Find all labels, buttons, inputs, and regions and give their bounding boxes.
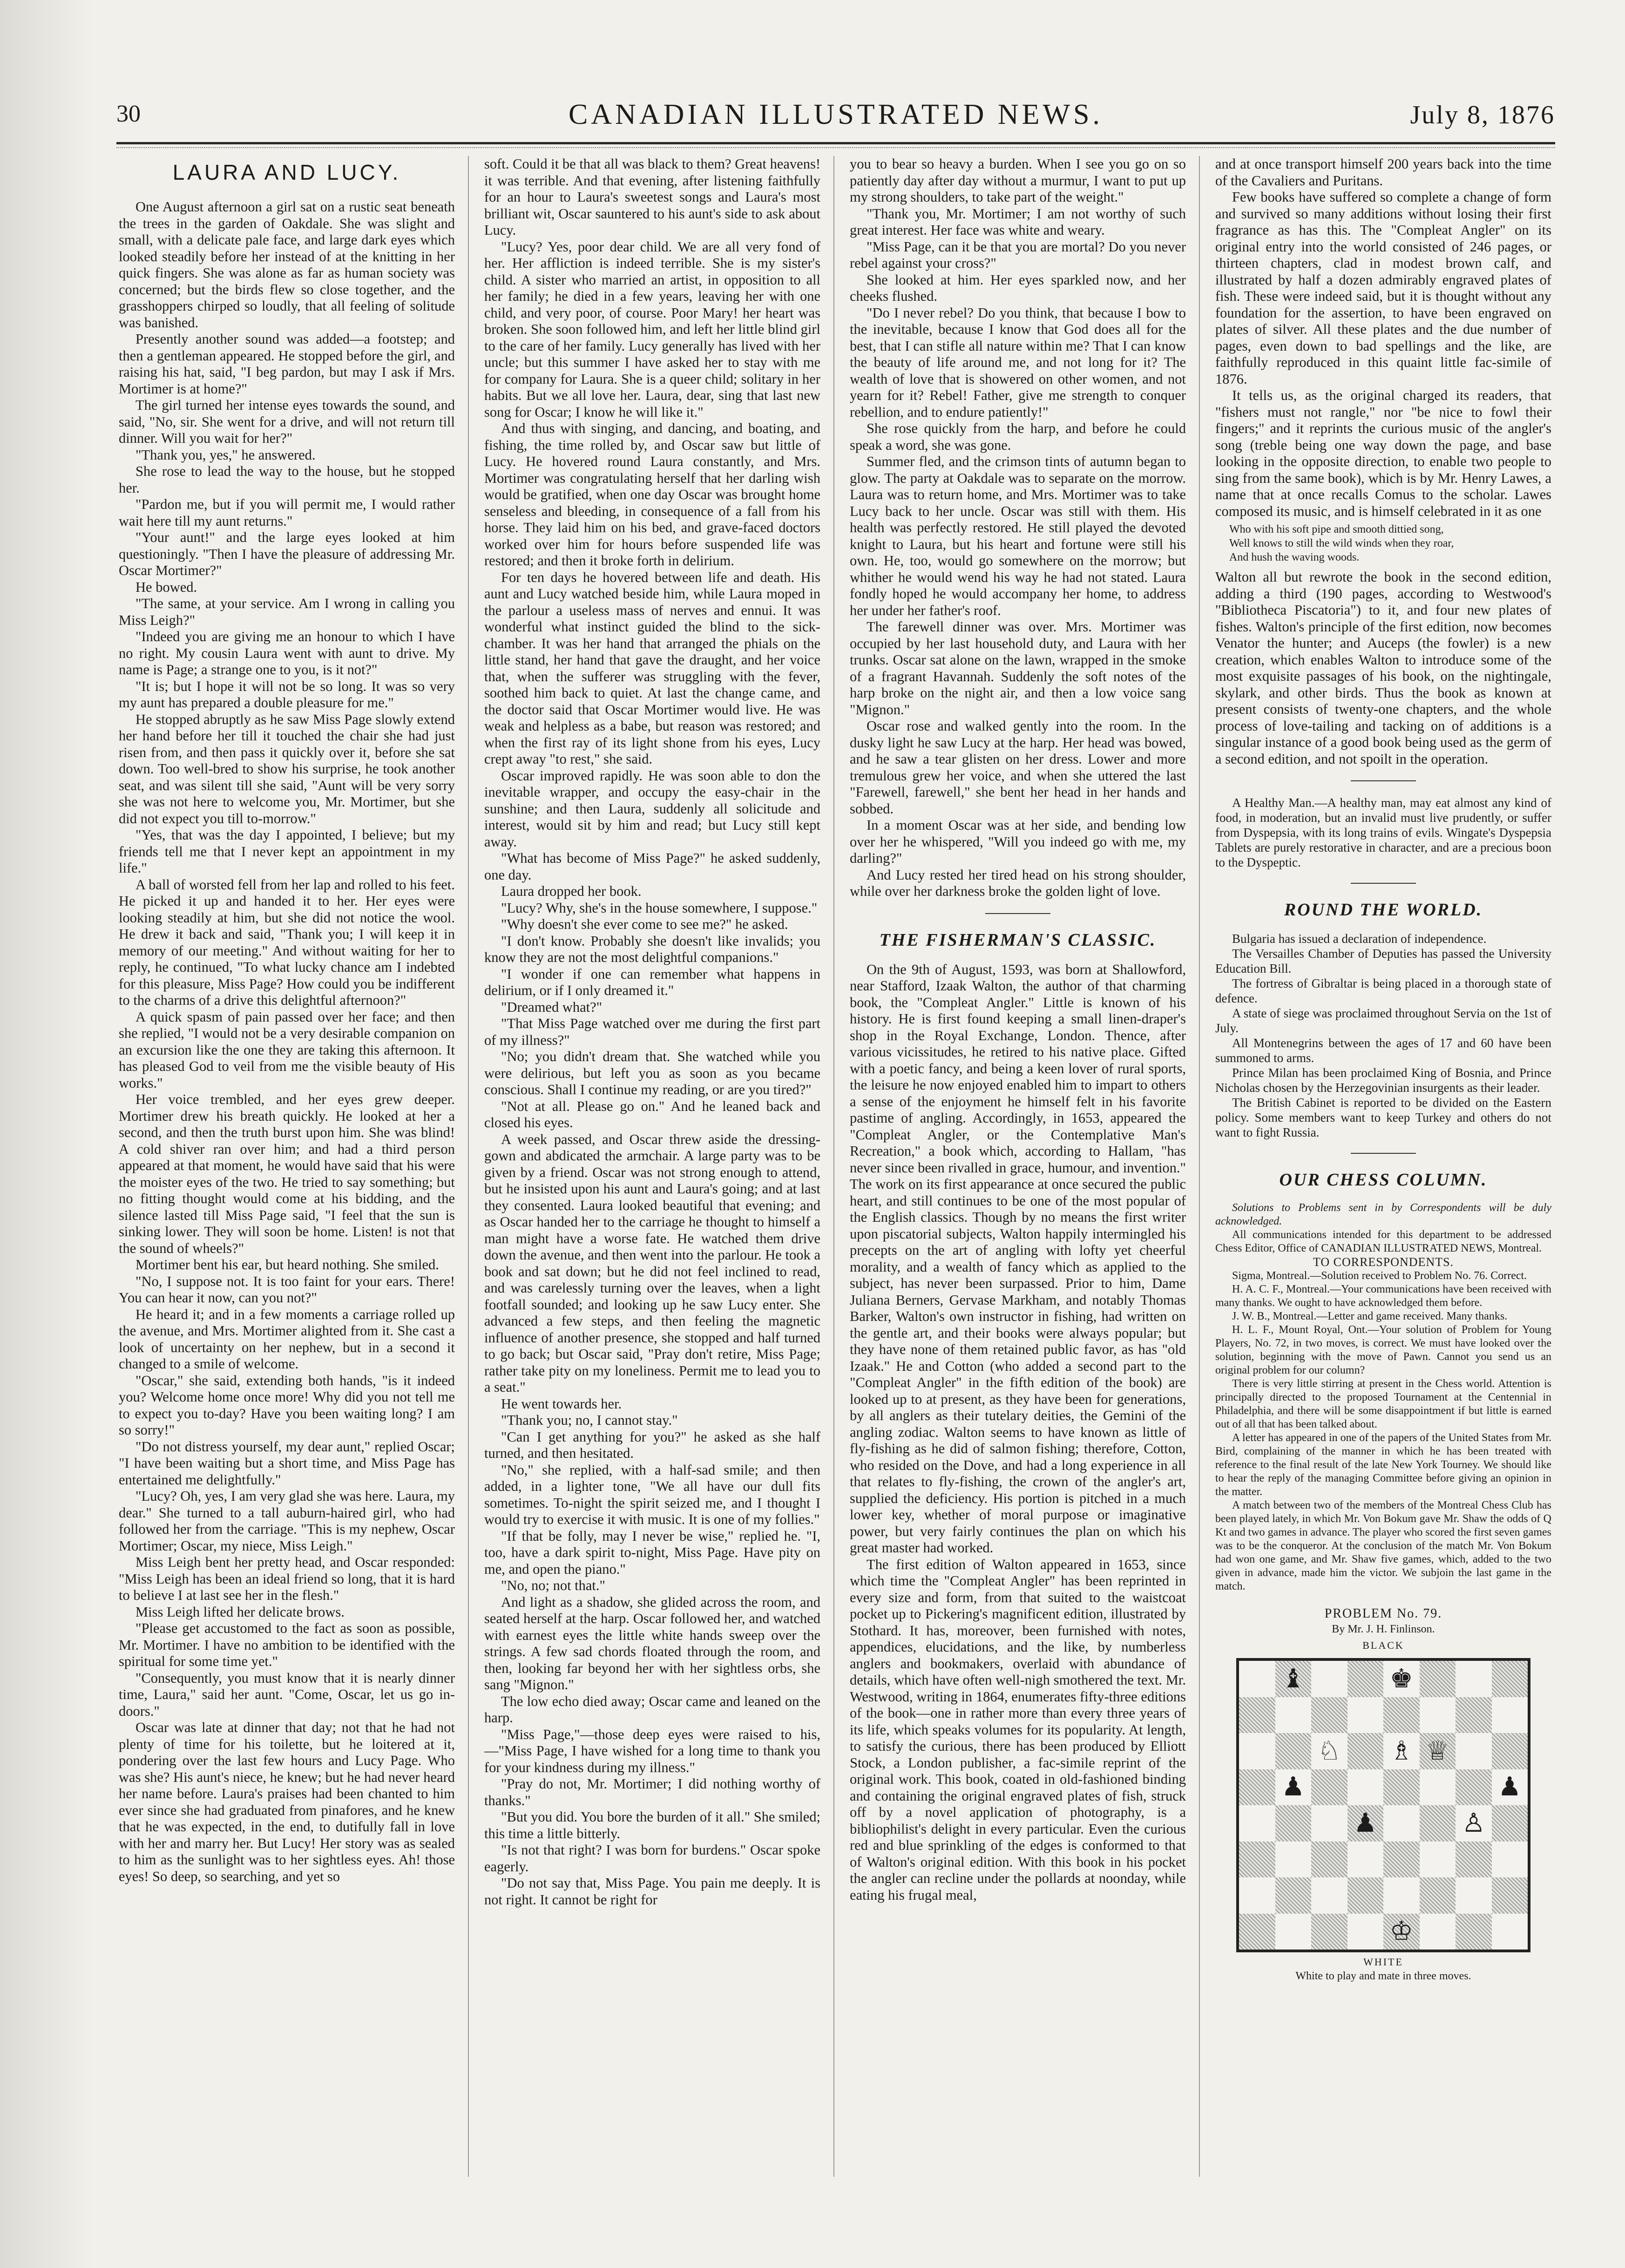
chess-square [1492, 1841, 1528, 1878]
paragraph: "Not at all. Please go on." And he leaned back and closed his eyes. [484, 1098, 820, 1131]
paragraph: And light as a shadow, she glided across the room, and seated herself at the harp. Oscar followed her, and watched with earnest eyes the little white hands sweep over the strings. A few sad chords floated through the room, and then, looking far beyond her with her sightless orbs, she sang "Mignon." [484, 1594, 820, 1693]
paragraph: "It is; but I hope it will not be so long. It was so very my aunt has prepared a double pleasure for me." [119, 678, 455, 711]
chess-square [1492, 1733, 1528, 1769]
chess-square [1239, 1733, 1275, 1769]
story-title: LAURA AND LUCY. [172, 160, 401, 184]
verse-quote [1229, 522, 1551, 564]
chess-square [1347, 1841, 1384, 1878]
chess-square [1347, 1661, 1384, 1697]
paragraph: And thus with singing, and dancing, and boating, and fishing, the time rolled by, and Oscar saw but little of Lucy. He hovered round Laura constantly, and Mrs. Mortimer was congratulating herself that her darling wish would be gratified, when one day Oscar was brought home senseless and bleeding, in consequence of a fall from his horse. They laid him on his bed, and grave-faced doctors worked over him for hours before suspended life was restored; and then it broke forth in delirium. [484, 420, 820, 569]
white-label: WHITE [1363, 1956, 1403, 1968]
paragraph: "Lucy? Why, she's in the house somewhere, I suppose." [501, 900, 818, 916]
paragraph: "If that be folly, may I never be wise," replied he. "I, too, have a dark spirit to-night, Miss Page. Have pity on me, and open the piano." [484, 1528, 820, 1577]
paragraph: Summer fled, and the crimson tints of autumn began to glow. The party at Oakdale was to separate on the morrow. Laura was to return home, and Mrs. Mortimer was to take Lucy back to her uncle. Oscar was still with them. His health was perfectly restored. He still played the devoted knight to Laura, but his heart and fortune were still his own. He, too, would go somewhere on the morrow; but whither he would wend his way he had not stated. Laura fondly hoped he would accompany her home, to address her under her father's roof. [850, 454, 1186, 618]
fisherman-text-col3 [850, 961, 1186, 1904]
paragraph: Her voice trembled, and her eyes grew deeper. Mortimer drew his breath quickly. He looked at her a second, and then the truth burst upon him. She was blind! A cold shiver ran over him; and had a third person appeared at that moment, he would have said that his were the moister eyes of the two. He tried to say something; but no fitting thought would come at his bidding, and the silence lasted till Miss Page said, "I feel that the sun is sinking lower. They will soon be home. Listen! is not that the sound of wheels?" [119, 1091, 455, 1256]
chess-square [1456, 1769, 1492, 1806]
fisherman-title: THE FISHERMAN'S CLASSIC. [879, 930, 1157, 950]
paragraph: Walton all but rewrote the book in the second edition, adding a third (190 pages, according to Westwood's "Bibliotheca Piscatoria") to it, and four new plates of fishes. Walton's principle of the first edition, now becomes Venator the hunter; and Auceps (the fowler) is a new creation, which enables Walton to introduce some of the most exquisite passages of his book, on the nightingale, skylark, and other birds. Thus the book as known at present consists of twenty-one chapters, and the whole process of love-tailing and tacking on of additions is a singular instance of a good book being used as the germ of a second edition, and not spoilt in the operation. [1215, 569, 1551, 767]
chess-square [1420, 1661, 1456, 1697]
chess-square [1383, 1805, 1420, 1841]
verse-line: Who with his soft pipe and smooth dittied song, [1229, 523, 1444, 535]
paragraph: "Oscar," she said, extending both hands, "is it indeed you? Welcome home once more! Why did you not tell me to expect you to-day? Have you been waiting long? I am so sorry!" [119, 1372, 455, 1438]
world-items [1215, 931, 1551, 1140]
paragraph: A state of siege was proclaimed throughout Servia on the 1st of July. [1215, 1006, 1551, 1035]
chess-square [1347, 1733, 1384, 1769]
paragraph: "Do not say that, Miss Page. You pain me deeply. It is not right. It cannot be right for [484, 1875, 820, 1908]
chess-square [1239, 1914, 1275, 1950]
chess-problem [1215, 1606, 1551, 1983]
paragraph: Bulgaria has issued a declaration of independence. [1232, 932, 1487, 946]
chess-square [1492, 1914, 1528, 1950]
paragraph: Oscar was late at dinner that day; not that he had not plenty of time for his toilette, but he loitered at it, pondering over the last few hours and Lucy Page. Who was she? His aunt's niece, he knew; but he had never heard her name before. Laura's praises had been chanted to him ever since she had graduated from pinafores, and he knew that he was expected, in the end, to dutifully fall in love with her and marry her. But Lucy! Her story was as sealed to him as the sunlight was to her sightless eyes. Ah! those eyes! So deep, so searching, and yet so [119, 1720, 455, 1884]
paragraph: Oscar improved rapidly. He was soon able to don the inevitable wrapper, and occupy the easy-chair in the sunshine; and then Laura, suddenly all solicitude and interest, would sit by him and read; but Lucy still kept away. [484, 767, 820, 850]
chess-square [1347, 1877, 1384, 1914]
chess-piece-square: ♚ [1383, 1661, 1420, 1697]
paragraph: The fortress of Gibraltar is being placed in a thorough state of defence. [1215, 976, 1551, 1005]
column-divider [468, 156, 469, 2177]
chess-square [1239, 1769, 1275, 1806]
paragraph: "Do I never rebel? Do you think, that because I bow to the inevitable, because I know that God does all for the best, that I can stifle all nature within me? That I can know the beauty of life around me, and not long for it? The wealth of love that is showered on other women, and not yearn for it? Rebel! Father, give me strength to conquer rebellion, and to endure patiently!" [850, 305, 1186, 420]
paragraph: In a moment Oscar was at her side, and bending low over her he whispered, "Will you indeed go with me, my darling?" [850, 817, 1186, 866]
chess-piece-square: ♕ [1420, 1733, 1456, 1769]
paragraph: J. W. B., Montreal.—Letter and game received. Many thanks. [1232, 1310, 1508, 1322]
paragraph: And Lucy rested her tired head on his strong shoulder, while over her darkness broke the golden light of love. [850, 867, 1186, 899]
page-number: 30 [116, 101, 141, 127]
masthead-rule [116, 142, 1555, 144]
chess-square [1420, 1697, 1456, 1733]
paragraph: "Your aunt!" and the large eyes looked at him questioningly. "Then I have the pleasure of addressing Mr. Oscar Mortimer?" [119, 529, 455, 578]
paragraph: "What has become of Miss Page?" he asked suddenly, one day. [484, 850, 820, 883]
column-divider [1199, 156, 1200, 2177]
paragraph: "Please get accustomed to the fact as soon as possible, Mr. Mortimer. I have no ambition to be identified with the spiritual for some time yet." [119, 1620, 455, 1669]
healthy-man-notice: A Healthy Man.—A healthy man, may eat almost any kind of food, in moderation, but an invalid must live prudently, or suffer from Dyspepsia, with its long trains of evils. Wingate's Dyspepsia Tablets are purely restorative in character, and are a precious boon to the Dyspeptic. [1215, 796, 1551, 869]
paragraph: "Indeed you are giving me an honour to which I have no right. My cousin Laura went with aunt to drive. My name is Page; a strange one to you, is it not?" [119, 629, 455, 677]
paragraph: "Miss Page, can it be that you are mortal? Do you never rebel against your cross?" [850, 238, 1186, 271]
paragraph: On the 9th of August, 1593, was born at Shallowford, near Stafford, Izaak Walton, the author of that charming book, the "Compleat Angler." Little is known of his history. He is first found keeping a small linen-draper's shop in the Royal Exchange, London. Thence, after various vicissitudes, he retired to his native place. Gifted with a poetic fancy, and being a keen lover of rural sports, the leisure he now enjoyed enabled him to impart to others a sense of the enjoyment he himself felt in his favorite pastime of angling. Accordingly, in 1653, appeared the "Compleat Angler, or the Contemplative Man's Recreation," a book which, according to Hallam, "has never since been rivalled in grace, humour, and invention." The work on its first appearance at once secured the public heart, and still continues to be one of the most popular of the English classics. Though by no means the first writer upon piscatorial subjects, Walton happily intermingled his precepts on the art of angling with lofty yet cheerful morality, and a wealth of fancy which as applied to the subject, has never been surpassed. Prior to him, Dame Juliana Berners, Gervase Markham, and notably Thomas Barker, Walton's own instructor in fishing, had written on the gentle art, and their books were always popular; but they have none of them retained public favor, as has "old Izaak." He and Cotton (who added a second part to the "Compleat Angler" in the fifth edition of the book) are looked up to at present, as they have been for generations, by all anglers as their tutelary deities, the Gemini of the angling zodiac. Walton seems to have known as little of fly-fishing as he did of salmon fishing; therefore, Cotton, who resided on the Dove, and had a long experience in all that relates to fly-fishing, the crown of the angler's art, supplied the deficiency. His portion is pitched in a much lower key, whether of moral purpose or imaginative power, but very fairly continues the plan on which his great master had worked. [850, 961, 1186, 1556]
paragraph: "Lucy? Oh, yes, I am very glad she was here. Laura, my dear." She turned to a tall auburn-haired girl, who had followed her from the carriage. "This is my nephew, Oscar Mortimer; Oscar, my niece, Miss Leigh." [119, 1488, 455, 1554]
chess-square [1383, 1769, 1420, 1806]
story-text-col1 [119, 199, 455, 1885]
paragraph: "Pardon me, but if you will permit me, I would rather wait here till my aunt returns." [119, 496, 455, 529]
fisherman-text-col4b [1215, 569, 1551, 767]
paragraph: "No, I suppose not. It is too faint for your ears. There! You can hear it now, can you not?" [119, 1273, 455, 1306]
section-divider [1351, 1153, 1416, 1154]
paragraph: "Is not that right? I was born for burdens." Oscar spoke eagerly. [484, 1842, 820, 1875]
chess-square [1275, 1914, 1312, 1950]
chess-square [1492, 1697, 1528, 1733]
chess-square [1311, 1697, 1347, 1733]
paragraph: Presently another sound was added—a footstep; and then a gentleman appeared. He stopped before the girl, and raising his hat, said, "I beg pardon, but may I ask if Mrs. Mortimer is at home?" [119, 331, 455, 397]
paragraph: A match between two of the members of the Montreal Chess Club has been played lately, in which Mr. Von Bokum gave Mr. Shaw the odds of Q Kt and two games in advance. The player who scored the first seven games was to be the conqueror. At the conclusion of the match Mr. Von Bokum had won one game, and Mr. Shaw five games, which, added to the two given in advance, made him the victor. We subjoin the last game in the match. [1215, 1499, 1551, 1592]
paragraph: H. A. C. F., Montreal.—Your communications have been received with many thanks. We ought to have acknowledged them before. [1215, 1283, 1551, 1309]
chess-board [1236, 1658, 1530, 1952]
problem-caption: White to play and mate in three moves. [1295, 1970, 1471, 1982]
section-divider [1351, 883, 1416, 884]
chess-square [1275, 1877, 1312, 1914]
chess-piece-square: ♗ [1383, 1733, 1420, 1769]
paragraph: "Consequently, you must know that it is nearly dinner time, Laura," said her aunt. "Come, Oscar, let us go in-doors." [119, 1670, 455, 1719]
masthead-rule-dotted [116, 147, 1555, 148]
chess-square [1311, 1805, 1347, 1841]
chess-piece-square: ♟ [1492, 1769, 1528, 1806]
problem-author: By Mr. J. H. Finlinson. [1332, 1623, 1435, 1635]
chess-square [1239, 1661, 1275, 1697]
fisherman-text-col4 [1215, 156, 1551, 520]
chess-square [1383, 1877, 1420, 1914]
paragraph: "Why doesn't she ever come to see me?" he asked. [501, 916, 788, 932]
paragraph: H. L. F., Mount Royal, Ont.—Your solution of Problem for Young Players, No. 72, in two moves, is correct. We must have looked over the solution, beginning with the move of Pawn. Cannot you send us an original problem for our column? [1215, 1324, 1551, 1376]
paragraph: She rose to lead the way to the house, but he stopped her. [119, 463, 455, 496]
paragraph: A ball of worsted fell from her lap and rolled to his feet. He picked it up and handed it to her. Her eyes were looking steadily at him, but she did not notice the wool. He drew it back and said, "Thank you; I will keep it in memory of our meeting." And without waiting for her to reply, he continued, "To what lucky chance am I indebted for this pleasure, Miss Page? How could you be indifferent to the charms of a drive this delightful afternoon?" [119, 876, 455, 1008]
paragraph: Few books have suffered so complete a change of form and survived so many additions without losing their first fragrance as has this. The "Compleat Angler" on its original entry into the world consisted of 246 pages, or thirteen chapters, clad in modest brown calf, and illustrated by half a dozen admirably engraved plates of fish. These were indeed said, but it is thought without any foundation for the assertion, to have been engraved on plates of silver. All these plates and the due number of pages, even down to bad spellings and the like, are faithfully reproduced in this quaint little fac-simile of 1876. [1215, 189, 1551, 387]
paragraph: He heard it; and in a few moments a carriage rolled up the avenue, and Mrs. Mortimer alighted from it. She cast a look of uncertainty on her nephew, but in a second it changed to a smile of welcome. [119, 1306, 455, 1372]
paragraph: "Thank you; no, I cannot stay." [501, 1412, 678, 1428]
chess-square [1347, 1769, 1384, 1806]
paper-title: CANADIAN ILLUSTRATED NEWS. [568, 99, 1104, 130]
paragraph: He went towards her. [501, 1395, 622, 1412]
column-4 [1215, 156, 1551, 2177]
paragraph: "Do not distress yourself, my dear aunt," replied Oscar; "I have been waiting but a short time, and Miss Page has entertained me delightfully." [119, 1438, 455, 1488]
paragraph: The first edition of Walton appeared in 1653, since which time the "Compleat Angler" has been reprinted in every size and form, from that suited to the waistcoat pocket up to Pickering's magnificent edition, illustrated by Stothard. It has, moreover, been furnished with notes, appendices, elucidations, and the like, by numberless anglers and bookmakers, overlaid with abundance of details, which have often well-nigh smothered the text. Mr. Westwood, writing in 1864, enumerates fifty-three editions of the book—one in rather more than every three years of its life, which speaks volumes for its popularity. At length, to satisfy the curious, there has been produced by Elliott Stock, a London publisher, a fac-simile reprint of the original work. This book, coated in old-fashioned binding and containing the original engraved plates of fish, struck off by a novel application of photography, is a bibliophilist's delight in every particular. Even the curious red and blue sprinkling of the edges is conformed to that of Walton's original edition. With this book in his pocket the angler can recline under the pollards at noonday, while eating his frugal meal, [850, 1556, 1186, 1903]
chess-square [1456, 1661, 1492, 1697]
verse-line: Well knows to still the wild winds when they roar, [1229, 537, 1454, 549]
paragraph: It tells us, as the original charged its readers, that "fishers must not rangle," nor "be nice to fowl their fingers;" and it reprints the curious music of the angler's song (treble being one way down the page, and base looking in the opposite direction, to enable two people to sing from the same book), which is by Mr. Henry Lawes, a name that at once recalls Comus to the scholar. Lawes composed its music, and is himself celebrated in it as one [1215, 387, 1551, 519]
column-3 [850, 156, 1186, 2177]
paragraph: "No," she replied, with a half-sad smile; and then added, in a lighter tone, "We all have our dull fits sometimes. To-night the spirit seized me, and I thought I would try to exercise it with music. It is one of my follies." [484, 1462, 820, 1527]
chess-square [1492, 1877, 1528, 1914]
chess-square [1239, 1841, 1275, 1878]
chess-piece-square: ♝ [1275, 1661, 1312, 1697]
chess-piece-square: ♘ [1311, 1733, 1347, 1769]
paragraph: For ten days he hovered between life and death. His aunt and Lucy watched beside him, while Laura moped in the parlour a useless mass of nerves and ennui. It was wonderful what instinct guided the blind to the sick-chamber. It was her hand that arranged the phials on the little stand, her hand that gave the draught, and her voice that, when the sufferer was struggling with the fever, soothed him back to quiet. At last the change came, and the doctor said that Oscar Mortimer would live. He was weak and helpless as a babe, but reason was restored; and when the first ray of its light shone from his eyes, Lucy crept away "to rest," she said. [484, 569, 820, 767]
world-title: ROUND THE WORLD. [1284, 900, 1483, 920]
paragraph: All Montenegrins between the ages of 17 and 60 have been summoned to arms. [1215, 1036, 1551, 1065]
chess-square [1420, 1877, 1456, 1914]
chess-square [1420, 1914, 1456, 1950]
paragraph: A week passed, and Oscar threw aside the dressing-gown and abdicated the armchair. A large party was to be given by a friend. Oscar was not strong enough to attend, but he insisted upon his aunt and Laura's going; and at last they consented. Laura looked beautiful that evening; and as Oscar handed her to the carriage he thought to himself a man might have a worse fate. He watched them drive down the avenue, and then went into the parlour. He took a book and sat down; but he did not feel inclined to read, and was carelessly turning over the leaves, when a light footfall sounded; and looking up he saw Lucy enter. She advanced a few steps, and then feeling the magnetic influence of another presence, she stopped and half turned to go back; but Oscar said, "Pray don't retire, Miss Page; rather take pity on my loneliness. Permit me to lead you to a seat." [484, 1131, 820, 1395]
chess-square [1311, 1661, 1347, 1697]
section-divider [1351, 780, 1416, 781]
paragraph: Laura dropped her book. [501, 883, 642, 899]
paragraph: "Can I get anything for you?" he asked as she half turned, and then hesitated. [484, 1429, 820, 1461]
correspondents-heading: TO CORRESPONDENTS. [1313, 1255, 1454, 1269]
section-divider [985, 913, 1050, 914]
issue-date: July 8, 1876 [1410, 101, 1555, 129]
paragraph: One August afternoon a girl sat on a rustic seat beneath the trees in the garden of Oakdale. She was slight and small, with a delicate pale face, and large dark eyes which looked steadily before her instead of at the knitting in her quick fingers. She was alone as far as human society was concerned; but the birds flew so close together, and the grasshoppers chirped so loudly, that all feeling of solitude was banished. [119, 199, 455, 331]
chess-square [1347, 1697, 1384, 1733]
chess-square [1383, 1841, 1420, 1878]
chess-square [1420, 1769, 1456, 1806]
column-divider [833, 156, 834, 2177]
paragraph: He bowed. [135, 579, 197, 595]
chess-square [1383, 1697, 1420, 1733]
paragraph: "Miss Page,"—those deep eyes were raised to his,—"Miss Page, I have wished for a long time to thank you for your kindness during my illness." [484, 1726, 820, 1775]
page-edge-shading [0, 0, 93, 2268]
chess-square [1275, 1805, 1312, 1841]
paragraph: "Yes, that was the day I appointed, I believe; but my friends tell me that I never kept an appointment in my life." [119, 827, 455, 876]
chess-square [1420, 1805, 1456, 1841]
chess-square [1311, 1841, 1347, 1878]
chess-square [1456, 1733, 1492, 1769]
chess-square [1275, 1841, 1312, 1878]
verse-line: And hush the waving woods. [1229, 551, 1360, 563]
chess-notes [1215, 1269, 1551, 1593]
paragraph: soft. Could it be that all was black to them? Great heavens! it was terrible. And that evening, after listening faithfully for an hour to Laura's sweetest songs and Laura's most brilliant wit, Oscar sauntered to his aunt's side to ask about Lucy. [484, 156, 820, 238]
paragraph: "Pray do not, Mr. Mortimer; I did nothing worthy of thanks." [484, 1776, 820, 1808]
paragraph: The low echo died away; Oscar came and leaned on the harp. [484, 1693, 820, 1726]
paragraph: Miss Leigh lifted her delicate brows. [135, 1604, 345, 1620]
chess-square [1420, 1841, 1456, 1878]
paragraph: A quick spasm of pain passed over her face; and then she replied, "I would not be a very desirable companion on an excursion like the one they are taking this afternoon. It has pleased God to veil from me the visible beauty of His works." [119, 1009, 455, 1091]
paragraph: you to bear so heavy a burden. When I see you go on so patiently day after day without a murmur, I want to put up my strong shoulders, to take part of the weight." [850, 156, 1186, 205]
paragraph: The girl turned her intense eyes towards the sound, and said, "No, sir. She went for a drive, and will not return till dinner. Will you wait for her?" [119, 397, 455, 446]
paragraph: "That Miss Page watched over me during the first part of my illness?" [484, 1016, 820, 1048]
paragraph: A letter has appeared in one of the papers of the United States from Mr. Bird, complaining of the manner in which he has been treated with reference to the final result of the late New York Tourney. We should like to hear the reply of the managing Committee before giving an opinion in the matter. [1215, 1432, 1551, 1498]
chess-square [1275, 1733, 1312, 1769]
chess-title: OUR CHESS COLUMN. [1279, 1170, 1488, 1190]
masthead [116, 100, 1555, 137]
paragraph: and at once transport himself 200 years back into the time of the Cavaliers and Puritans. [1215, 156, 1551, 189]
paragraph: There is very little stirring at present in the Chess world. Attention is principally directed to the proposed Tournament at the Centennial in Philadelphia, and there will be some disappointment if but little is earned out of all that has been talked about. [1215, 1378, 1551, 1430]
chess-square [1347, 1914, 1384, 1950]
paragraph: Mortimer bent his ear, but heard nothing. She smiled. [135, 1257, 439, 1273]
chess-square [1239, 1697, 1275, 1733]
paragraph: Oscar rose and walked gently into the room. In the dusky light he saw Lucy at the harp. Her head was bowed, and he saw a tear glisten on her dress. Lower and more tremulous grew her voice, and when she uttered the last "Farewell, farewell," she bent her head in her hands and sobbed. [850, 718, 1186, 817]
paragraph: "No, no; not that." [501, 1577, 605, 1593]
chess-square [1456, 1697, 1492, 1733]
column-1 [119, 156, 455, 2177]
paragraph: The farewell dinner was over. Mrs. Mortimer was occupied by her last household duty, and Laura with her trunks. Oscar sat alone on the lawn, wrapped in the smoke of a fragrant Havannah. Suddenly the soft notes of the harp broke on the night air, and then a low voice sang "Mignon." [850, 619, 1186, 718]
problem-heading: PROBLEM No. 79. [1324, 1606, 1442, 1621]
chess-square [1492, 1805, 1528, 1841]
column-2 [484, 156, 820, 2177]
chess-piece-square: ♟ [1347, 1805, 1384, 1841]
chess-square [1275, 1697, 1312, 1733]
black-label: BLACK [1362, 1639, 1404, 1651]
chess-intro: Solutions to Problems sent in by Correspondents will be duly acknowledged. [1215, 1202, 1551, 1227]
chess-square [1456, 1841, 1492, 1878]
chess-square [1239, 1805, 1275, 1841]
chess-square [1456, 1877, 1492, 1914]
story-text-col3 [850, 156, 1186, 900]
chess-address: All communications intended for this department to be addressed Chess Editor, Office of CANADIAN ILLUSTRATED NEWS, Montreal. [1215, 1229, 1551, 1254]
chess-square [1311, 1914, 1347, 1950]
paragraph: She looked at him. Her eyes sparkled now, and her cheeks flushed. [850, 271, 1186, 304]
paragraph: "Lucy? Yes, poor dear child. We are all very fond of her. Her affliction is indeed terrible. She is my sister's child. A sister who married an artist, in opposition to all her family; he died in a few years, leaving her with one child, and very poor, of course. Poor Mary! her heart was broken. She soon followed him, and left her little blind girl to the care of her family. Lucy generally has lived with her uncle; but this summer I have asked her to stay with me for company for Laura. She is a queer child; solitary in her habits. But we all love her. Laura, dear, sing that last new song for Oscar; I know he will like it." [484, 238, 820, 420]
story-text-col2 [484, 156, 820, 1908]
paragraph: The Versailles Chamber of Deputies has passed the University Education Bill. [1215, 947, 1551, 975]
chess-piece-square: ♔ [1383, 1914, 1420, 1950]
chess-square [1492, 1661, 1528, 1697]
chess-square [1239, 1877, 1275, 1914]
chess-piece-square: ♟ [1275, 1769, 1312, 1806]
paragraph: The British Cabinet is reported to be divided on the Eastern policy. Some members want to keep Turkey and others do not want to fight Russia. [1215, 1096, 1551, 1139]
paragraph: He stopped abruptly as he saw Miss Page slowly extend her hand before her till it touched the chair she had just risen from, and then pass it quickly over it, before she sat down. Too well-bred to show his surprise, he took another seat, and was silent till she said, "Aunt will be very sorry she was not here to welcome you, Mr. Mortimer, but she did not expect you till to-morrow." [119, 711, 455, 826]
paragraph: "Thank you, yes," he answered. [135, 447, 316, 463]
chess-piece-square: ♙ [1456, 1805, 1492, 1841]
paragraph: "But you did. You bore the burden of it all." She smiled; this time a little bitterly. [484, 1809, 820, 1841]
chess-square [1311, 1769, 1347, 1806]
paragraph: She rose quickly from the harp, and before he could speak a word, she was gone. [850, 420, 1186, 453]
paragraph: "I don't know. Probably she doesn't like invalids; you know they are not the most delightful companions." [484, 933, 820, 965]
paragraph: "Thank you, Mr. Mortimer; I am not worthy of such great interest. Her face was white and weary. [850, 205, 1186, 238]
paragraph: Prince Milan has been proclaimed King of Bosnia, and Prince Nicholas chosen by the Herzegovinian insurgents as their leader. [1215, 1066, 1551, 1095]
chess-square [1311, 1877, 1347, 1914]
paragraph: "Dreamed what?" [501, 999, 603, 1015]
paragraph: "No; you didn't dream that. She watched while you were delirious, but left you as soon as you became conscious. Shall I continue my reading, or are you tired?" [484, 1049, 820, 1097]
chess-square [1456, 1914, 1492, 1950]
paragraph: "I wonder if one can remember what happens in delirium, or if I only dreamed it." [484, 966, 820, 998]
paragraph: Sigma, Montreal.—Solution received to Problem No. 76. Correct. [1232, 1270, 1527, 1282]
paragraph: "The same, at your service. Am I wrong in calling you Miss Leigh?" [119, 596, 455, 628]
paragraph: Miss Leigh bent her pretty head, and Oscar responded: "Miss Leigh has been an ideal friend so long, that it is hard to believe I at last see her in the flesh." [119, 1554, 455, 1603]
